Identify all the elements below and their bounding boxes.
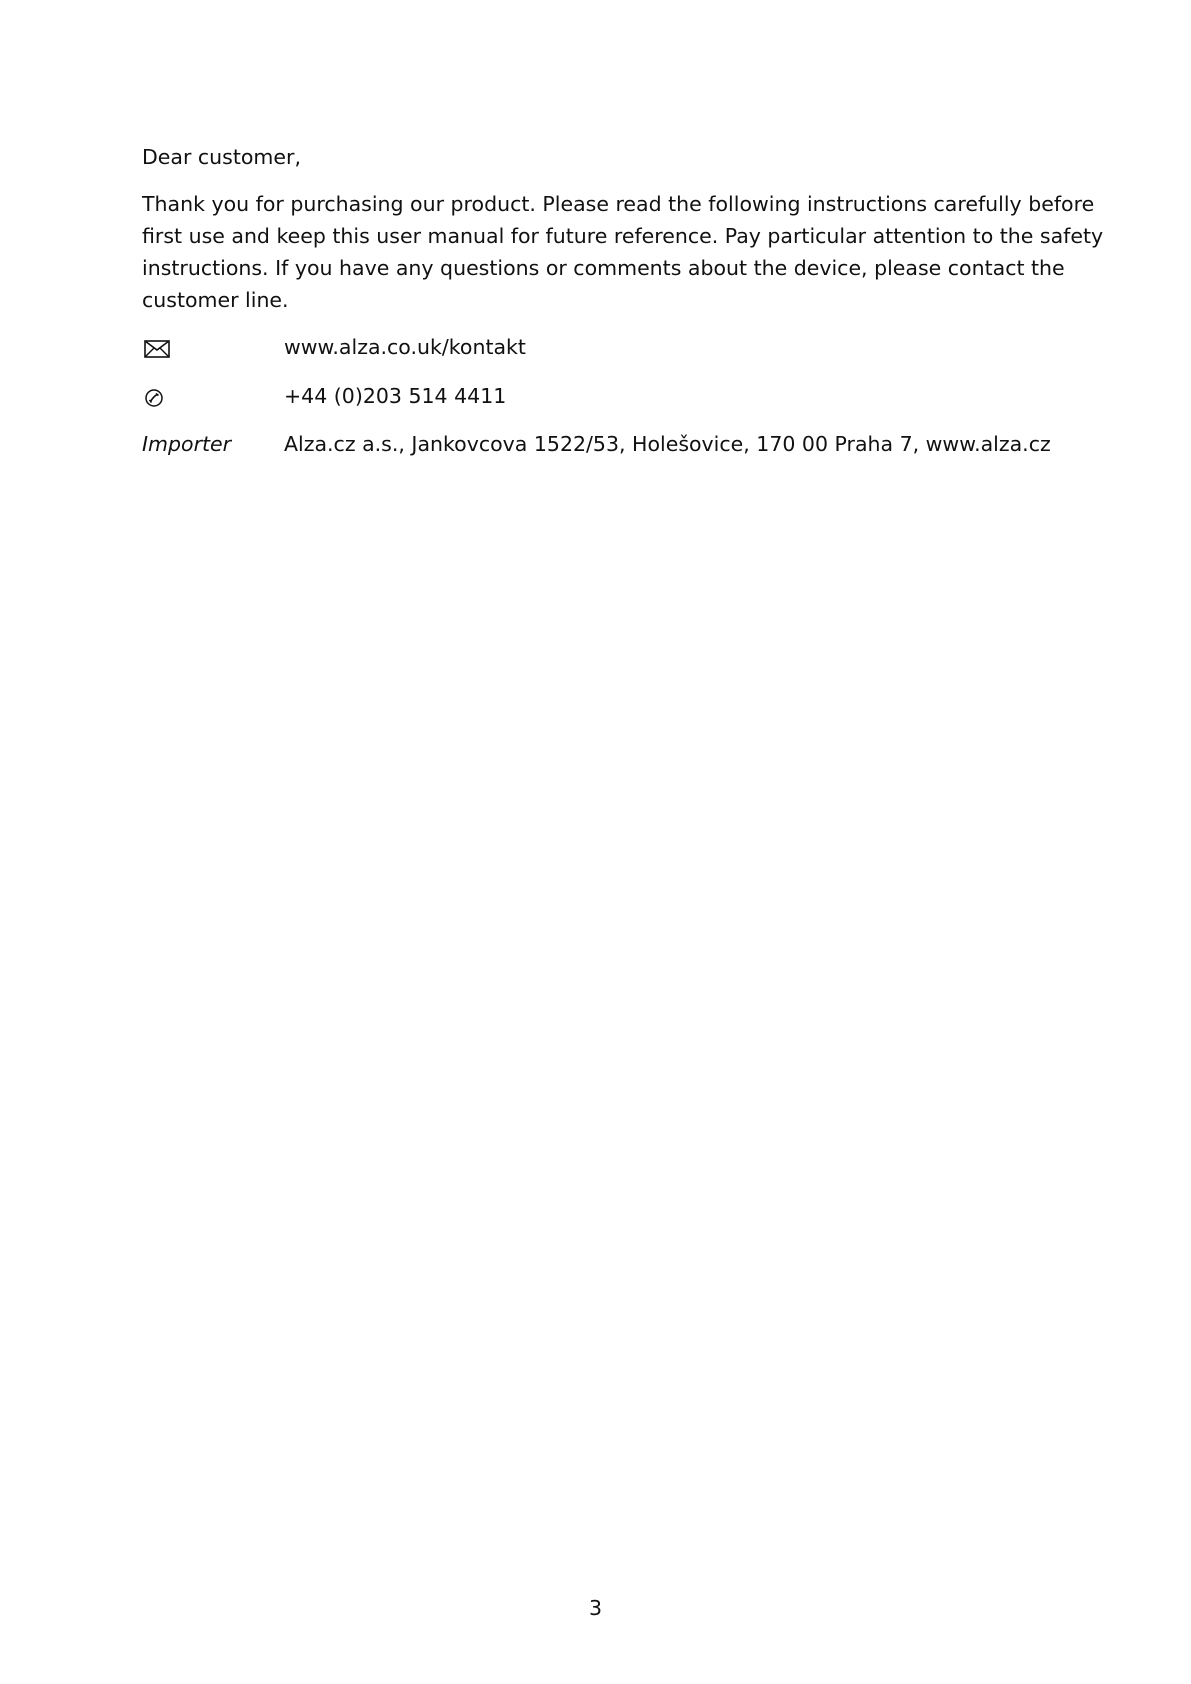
- intro-line: instructions. If you have any questions or comments about the device, please contact the: [142, 256, 1065, 280]
- greeting: Dear customer,: [142, 145, 301, 169]
- page-number: 3: [588, 1596, 603, 1620]
- intro-paragraph: [142, 188, 1104, 316]
- contact-phone: +44 (0)203 514 4411: [284, 384, 507, 408]
- importer-address: Alza.cz a.s., Jankovcova 1522/53, Holešovice, 170 00 Praha 7, www.alza.cz: [284, 432, 1051, 456]
- contact-email-link[interactable]: www.alza.co.uk/kontakt: [284, 335, 526, 359]
- intro-line: customer line.: [142, 288, 289, 312]
- importer-label: Importer: [142, 432, 232, 456]
- phone-icon: [144, 388, 164, 412]
- envelope-icon: [144, 340, 170, 362]
- intro-line: Thank you for purchasing our product. Please read the following instructions carefully before: [142, 192, 1095, 216]
- intro-line: first use and keep this user manual for future reference. Pay particular attention to the safety: [142, 224, 1104, 248]
